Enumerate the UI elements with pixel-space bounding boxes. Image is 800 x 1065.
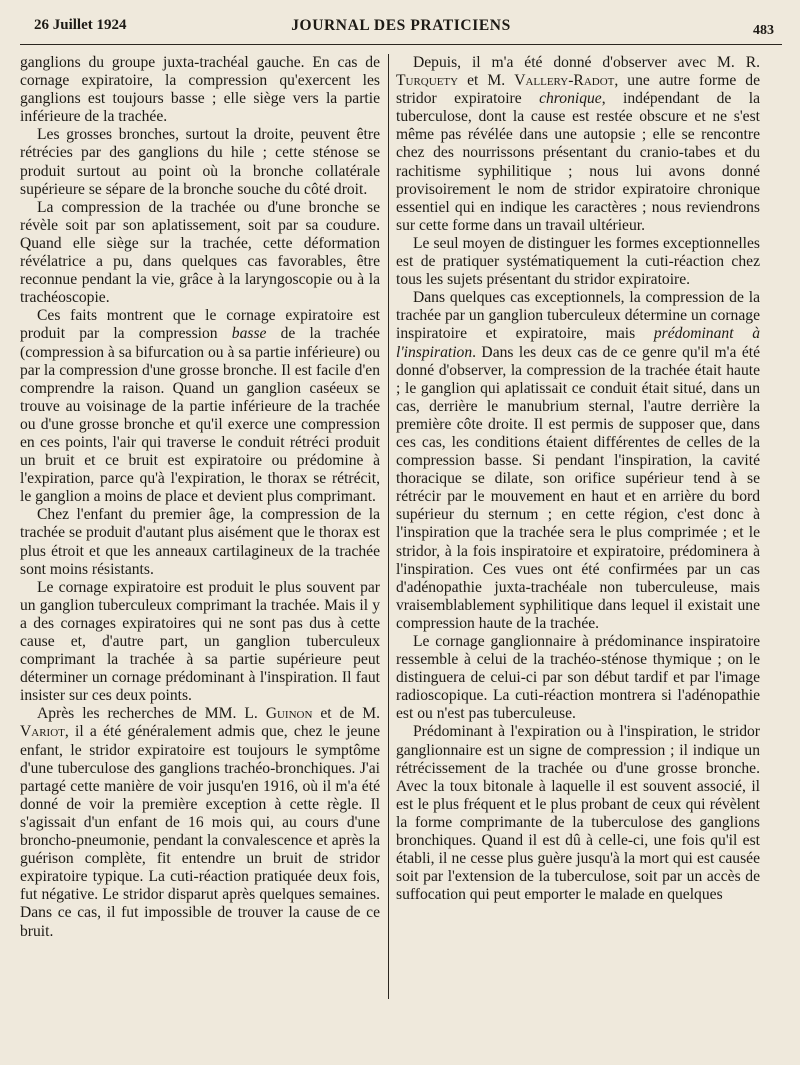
text-run: , il a été généralement admis que, chez le jeune enfant, le stridor expiratoire est toujours le symptôme d'une tuberculose des ganglions trachéo-bronchiques. J'ai partagé cette manière de voir jusqu'en 1916, où il m'a été donné de voir la première exception à cette règle. Il s'agissait d'un enfant de 16 mois qui, au cours d'une broncho-pneumonie, pendant la convalescence et après la guérison complète, fit entendre un bruit de stridor expiratoire typique. La cuti-réaction pratiquée deux fois, fut négative. Le stridor disparut après quelques semaines. Dans ce cas, il fut impossible de trouver la cause de ce bruit. [20,723,380,940]
paragraph: ganglions du groupe juxta-trachéal gauche. En cas de cornage expiratoire, la compression qu'exercent les ganglions est toujours basse ; elle siège vers la partie inférieure de la trachée. [20,54,380,126]
emphasis: basse [231,325,267,343]
text-run: Dans quelques cas exceptionnels, la compression de la trachée par un ganglion tuberculeux détermine un cornage inspiratoire et expiratoire, mais [396,289,760,343]
text-run: Après les recherches de MM. L. [37,705,266,723]
paragraph [396,289,760,633]
journal-title: JOURNAL DES PRATICIENS [291,17,511,34]
text-run: Ces faits montrent que le cornage expiratoire est produit par la compression [20,307,380,343]
author-name: Guinon [265,705,313,723]
paragraph [20,705,380,940]
paragraph: Chez l'enfant du premier âge, la compression de la trachée se produit d'autant plus aisément que le thorax est plus étroit et que les anneaux cartilagineux de la trachée sont moins résistants. [20,506,380,578]
text-run: et de M. [312,705,380,723]
emphasis: chronique [539,90,602,108]
paragraph: Les grosses bronches, surtout la droite, peuvent être rétrécies par des ganglions du hile ; cette sténose se produit surtout au point où la bronche collatérale supérieure se sépare de la bronche souche du côté droit. [20,126,380,198]
text-run: . Dans les deux cas de ce genre qu'il m'a été donné d'observer, la compression de la trachée était haute ; le ganglion qui aplatissait ce conduit était situé, dans un cas, derrière le manubrium sternal, l'autre derrière la première côte droite. Il est permis de supposer que, dans ces cas, les conditions étaient différentes de celles de la compression basse. Si pendant l'inspiration, la cavité thoracique se dilate, son orifice supérieur tend à se rétrécir par le mouvement en haut et en arrière du bord supérieur du sternum ; en cette région, c'est donc à l'inspiration que la trachée sera le plus comprimée ; et le stridor, à la fois inspiratoire et expiratoire, prédominera à l'inspiration. Ces vues ont été confirmées par un cas d'adénopathie juxta-trachéale non tuberculeuse, mais vraisemblablement syphilitique dans lequel il existait une compression haute de la trachée. [396,343,760,632]
paragraph [396,54,760,235]
paragraph: Prédominant à l'expiration ou à l'inspiration, le stridor ganglionnaire est un signe de compression ; il indique un rétrécissement de la trachée ou d'une grosse bronche. Avec la toux bitonale à laquelle il est souvent associé, il est le plus fréquent et le plus probant de ceux qui révèlent la forme comprimante de la tuberculose des ganglions bronchiques. Quand il est dû à celle-ci, une fois qu'il est établi, il ne cesse plus guère jusqu'à la mort qui est causée soit par l'extension de la tuberculose, soit par un accès de suffocation qui peut emporter le malade en quelques [396,723,760,904]
author-name: Vallery-Radot [514,72,615,90]
text-run: , indépendant de la tuberculose, dont la cause est restée obscure et ne s'est même pas révélée dans une autopsie ; elle se rencontre chez des nourrissons présentant du cranio-tabes et du rachitisme syphilitique ; nous lui avons donné provisoirement le nom de stridor expiratoire chronique essentiel qui en indique les caractères ; nous reviendrons sur cette forme dans un travail ultérieur. [396,90,760,234]
paragraph: La compression de la trachée ou d'une bronche se révèle soit par son aplatissement, soit par sa coudure. Quand elle siège sur la trachée, cette déformation révélatrice a pu, dans quelques cas favorables, être reconnue pendant la vie, grâce à la laryngoscopie ou à la trachéoscopie. [20,198,380,307]
left-column [20,54,380,1065]
page-number: 483 [753,23,774,38]
emphasis: prédominant à l'inspiration [396,325,760,361]
author-name: Turquety [396,72,459,90]
paragraph: Le seul moyen de distinguer les formes exceptionnelles est de pratiquer systématiquement la cuti-réaction chez tous les sujets présentant du stridor expiratoire. [396,234,760,289]
author-name: Variot [20,723,65,741]
column-divider [388,54,389,999]
text-run: de la trachée (compression à sa bifurcation ou à sa partie inférieure) ou par la compression d'une grosse bronche. Il est facile d'en comprendre la raison. Quand un ganglion caséeux se trouve au voisinage de la partie inférieure de la trachée ou d'une grosse bronche et qu'il exerce une compression en ces points, l'air qui traverse le conduit rétréci produit un bruit et ce bruit est expiratoire ou prédomine à l'expiration, parce qu'à l'expiration, le thorax se rétrécit, le ganglion a moins de place et devient plus comprimant. [20,325,380,506]
right-column [396,54,760,1065]
paragraph: Le cornage ganglionnaire à prédominance inspiratoire ressemble à celui de la trachéo-sténose thymique ; on le distinguera de celui-ci par son début tardif et par l'image radioscopique. La cuti-réaction montrera si l'adénopathie est ou n'est pas tuberculeuse. [396,633,760,723]
paragraph: Le cornage expiratoire est produit le plus souvent par un ganglion tuberculeux comprimant la trachée. Mais il y a des cornages expiratoires qui ne sont pas dus à cette cause et, d'autre part, un ganglion tuberculeux comprimant la trachée à sa partie supérieure peut déterminer un cornage prédominant à l'inspiration. Il faut insister sur ces deux points. [20,578,380,705]
text-run: et M. [458,72,515,90]
text-run: Depuis, il m'a été donné d'observer avec M. R. [413,54,760,71]
running-header [20,14,782,45]
header-date: 26 Juillet 1924 [34,17,127,33]
paragraph [20,307,380,506]
text-run: , une autre forme de stridor expiratoire [396,72,760,108]
